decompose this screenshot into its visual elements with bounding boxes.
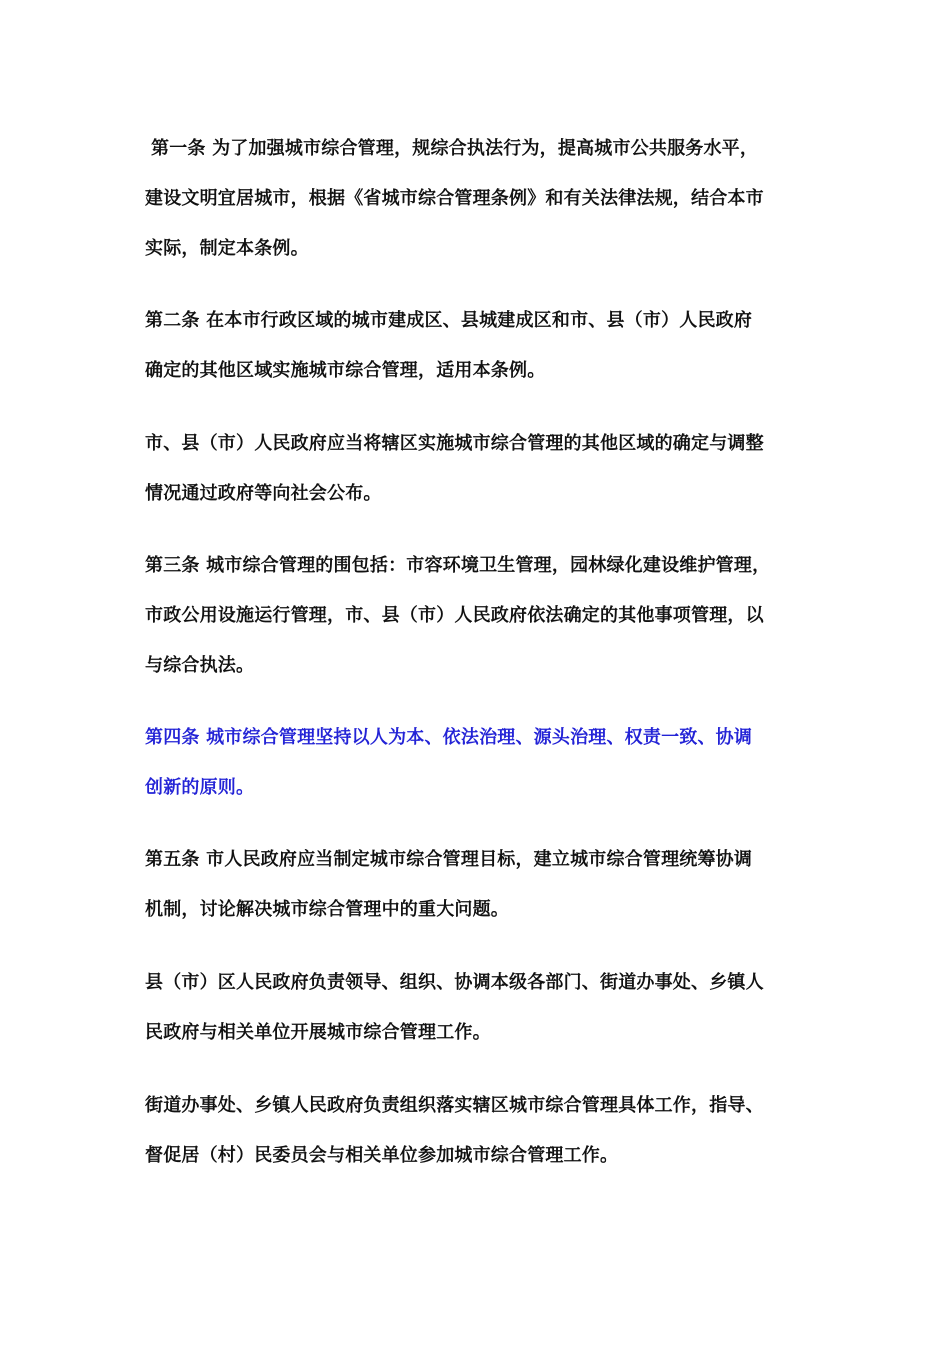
paragraph-line: 第二条 在本市行政区域的城市建成区、县城建成区和市、县（市）人民政府 [145, 310, 753, 331]
article-4-paragraph [145, 713, 817, 813]
article-1-paragraph [145, 124, 817, 274]
paragraph-line: 第五条 市人民政府应当制定城市综合管理目标，建立城市综合管理统筹协调 [145, 849, 753, 870]
paragraph-line: 县（市）区人民政府负责领导、组织、协调本级各部门、街道办事处、乡镇人 [145, 972, 764, 993]
article-3-paragraph [145, 541, 817, 691]
paragraph-line: 第一条 为了加强城市综合管理，规综合执法行为，提高城市公共服务水平， [151, 138, 759, 159]
paragraph-line: 市政公用设施运行管理，市、县（市）人民政府依法确定的其他事项管理，以 [145, 605, 764, 626]
article-2-clause-2-paragraph [145, 419, 817, 519]
paragraph-line: 实际，制定本条例。 [145, 238, 309, 259]
paragraph-line: 创新的原则。 [145, 777, 255, 798]
paragraph-line: 情况通过政府等向社会公布。 [145, 483, 382, 504]
article-5-clause-2-paragraph [145, 958, 817, 1058]
paragraph-line: 市、县（市）人民政府应当将辖区实施城市综合管理的其他区域的确定与调整 [145, 433, 764, 454]
paragraph-line: 第三条 城市综合管理的围包括：市容环境卫生管理，园林绿化建设维护管理， [145, 555, 771, 576]
article-5-paragraph [145, 835, 817, 935]
paragraph-line: 建设文明宜居城市，根据《省城市综合管理条例》和有关法律法规，结合本市 [145, 188, 764, 209]
article-5-clause-3-paragraph [145, 1081, 817, 1181]
paragraph-line: 确定的其他区域实施城市综合管理，适用本条例。 [145, 360, 546, 381]
paragraph-line: 与综合执法。 [145, 655, 255, 676]
paragraph-line: 民政府与相关单位开展城市综合管理工作。 [145, 1022, 491, 1043]
paragraph-line: 第四条 城市综合管理坚持以人为本、依法治理、源头治理、权责一致、协调 [145, 727, 753, 748]
article-2-paragraph [145, 296, 817, 396]
paragraph-line: 督促居（村）民委员会与相关单位参加城市综合管理工作。 [145, 1145, 619, 1166]
paragraph-line: 街道办事处、乡镇人民政府负责组织落实辖区城市综合管理具体工作，指导、 [145, 1095, 764, 1116]
paragraph-line: 机制，讨论解决城市综合管理中的重大问题。 [145, 899, 509, 920]
